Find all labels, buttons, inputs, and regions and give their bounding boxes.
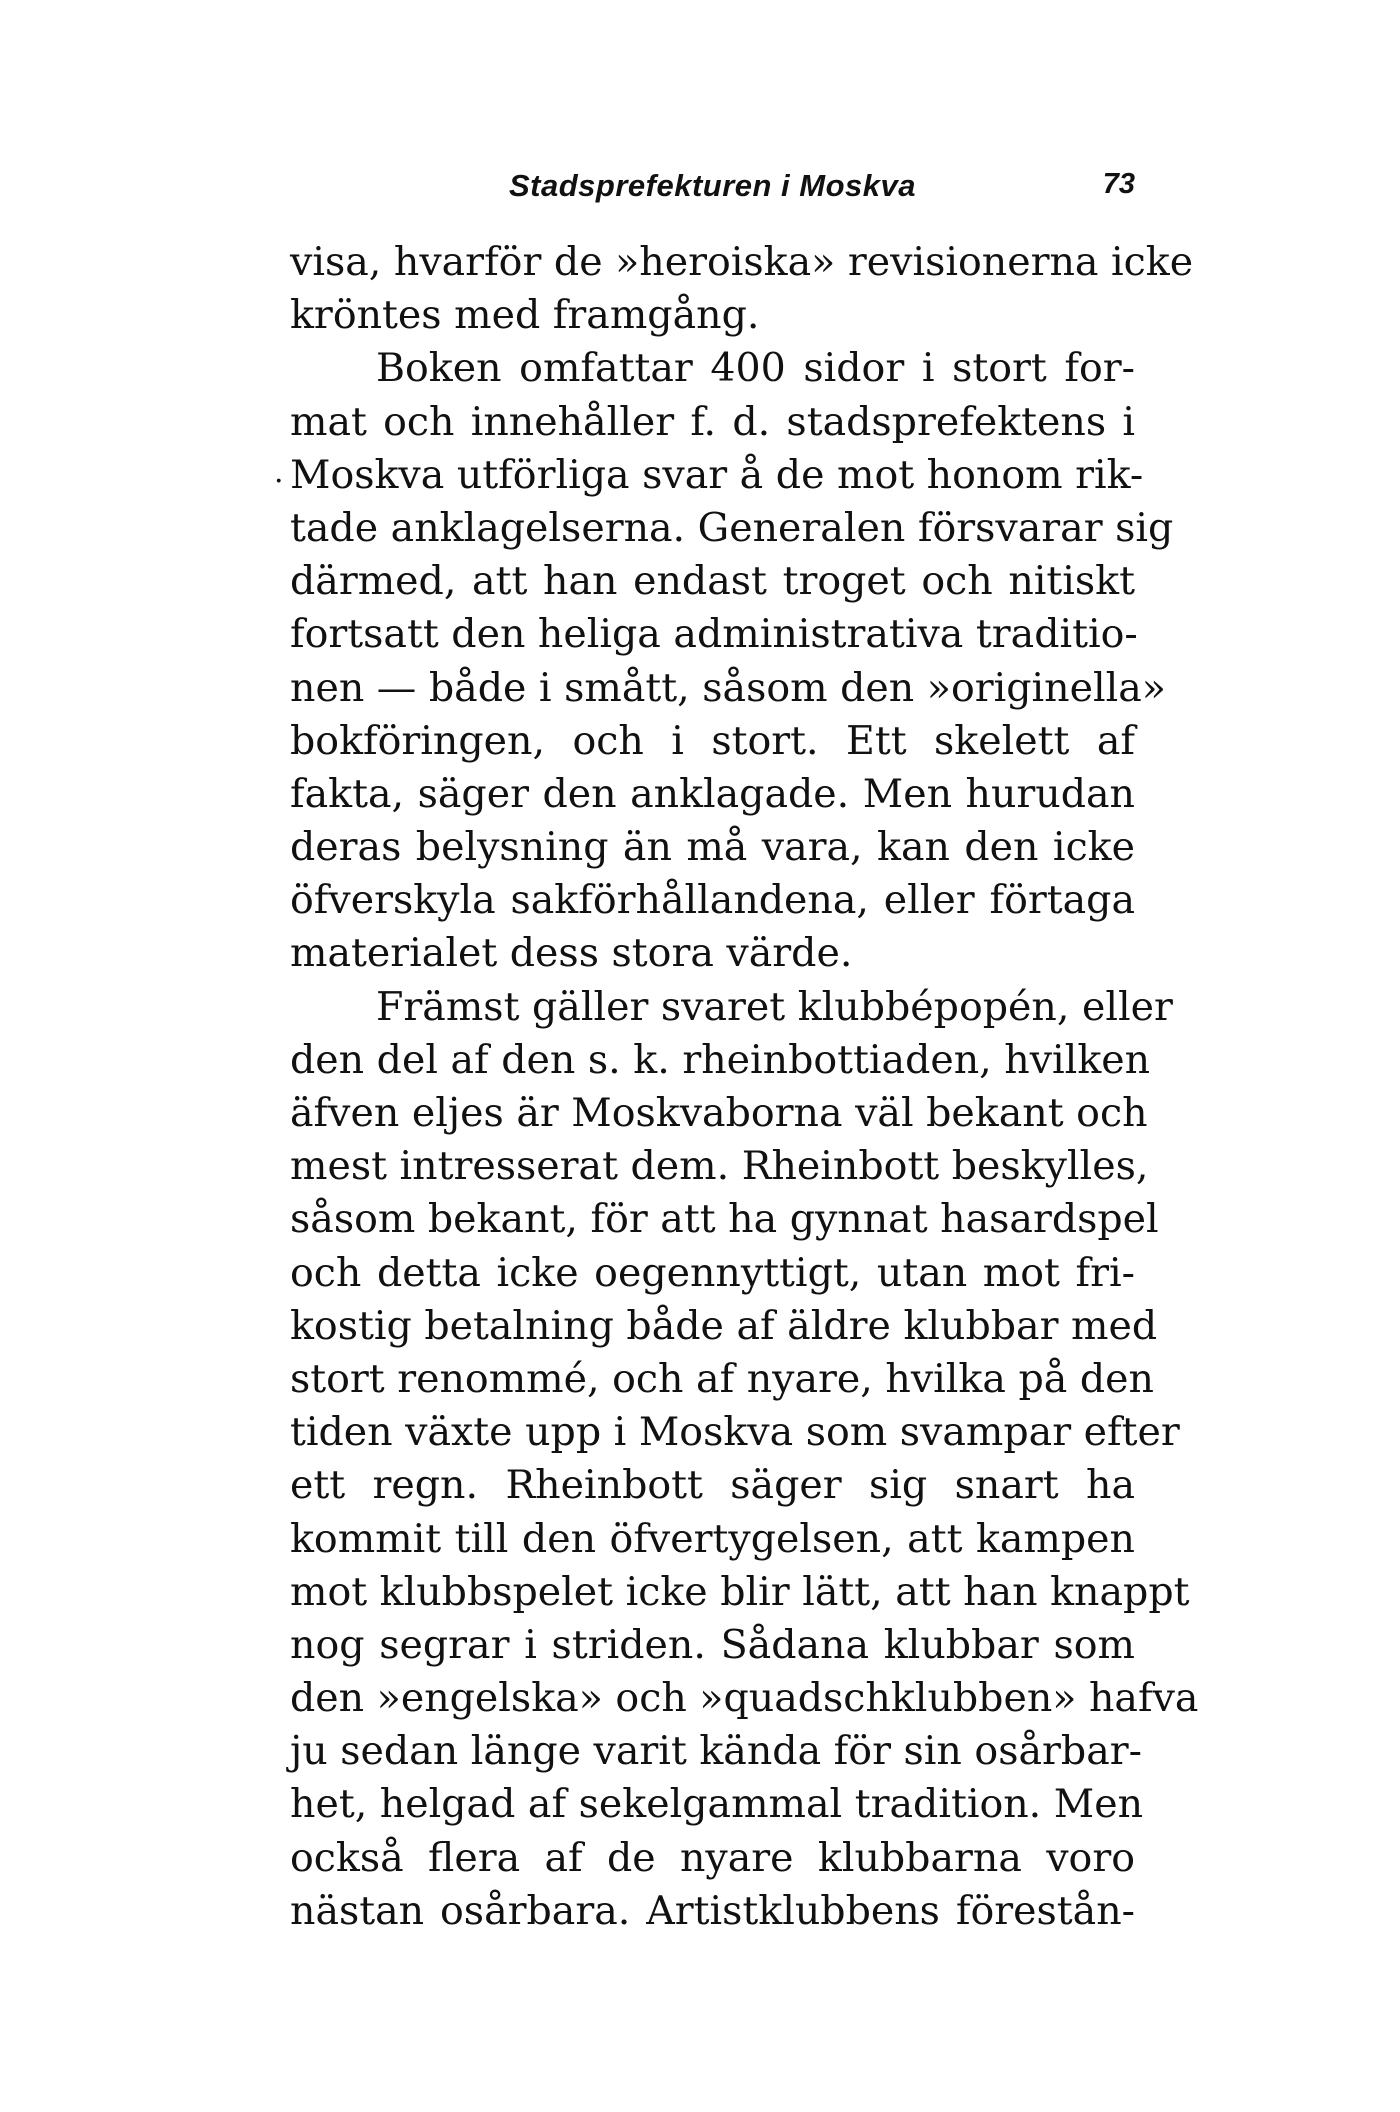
text-line: ju sedan länge varit kända för sin osårbar- [290, 1728, 1142, 1775]
margin-mark: · [274, 464, 284, 499]
text-line: nästan osårbara. Artistklubbens förestån- [290, 1887, 1135, 1934]
text-line: mot klubbspelet icke blir lätt, att han knappt [290, 1568, 1190, 1615]
text-line: den »engelska» och »quadschklubben» hafva [290, 1675, 1199, 1722]
text-line: nog segrar i striden. Sådana klubbar som [290, 1621, 1135, 1668]
text-line: tiden växte upp i Moskva som svampar efter [290, 1409, 1180, 1456]
text-line: deras belysning än må vara, kan den icke [290, 824, 1135, 871]
text-line: därmed, att han endast troget och nitiskt [290, 558, 1135, 605]
text-line: mat och innehåller f. d. stadsprefektens i [290, 398, 1135, 445]
text-line: Främst gäller svaret klubbépopén, eller [376, 983, 1173, 1030]
text-line: kostig betalning både af äldre klubbar med [290, 1302, 1158, 1349]
text-line: mest intresserat dem. Rheinbott beskylles, [290, 1143, 1149, 1190]
text-line: och detta icke oegennyttigt, utan mot fri- [290, 1249, 1135, 1296]
text-line: äfven eljes är Moskvaborna väl bekant och [290, 1090, 1148, 1136]
text-line: fortsatt den heliga administrativa traditio- [290, 611, 1138, 658]
text-line: öfverskyla sakförhållandena, eller förtaga [290, 877, 1135, 924]
text-line: ett regn. Rheinbott säger sig snart ha [290, 1462, 1135, 1509]
text-line: Boken omfattar 400 sidor i stort for- [376, 345, 1135, 392]
running-title: Stadsprefekturen i Moskva [508, 168, 917, 203]
text-line: bokföringen, och i stort. Ett skelett af [290, 717, 1135, 764]
text-line: kommit till den öfvertygelsen, att kampen [290, 1515, 1135, 1562]
text-line: Moskva utförliga svar å de mot honom rik- [290, 451, 1144, 498]
text-line: kröntes med framgång. [290, 292, 760, 339]
text-line: också flera af de nyare klubbarna voro [290, 1834, 1135, 1881]
text-line: tade anklagelserna. Generalen försvarar sig [290, 504, 1174, 551]
text-line: visa, hvarför de »heroiska» revisionerna icke [290, 239, 1194, 285]
text-line: het, helgad af sekelgammal tradition. Men [290, 1781, 1144, 1828]
body-text [290, 236, 1199, 1938]
page-number: 73 [1102, 168, 1135, 200]
text-line: nen — både i smått, såsom den »originella» [290, 664, 1166, 711]
text-line: fakta, säger den anklagade. Men hurudan [290, 770, 1135, 817]
text-line: stort renommé, och af nyare, hvilka på den [290, 1355, 1154, 1402]
text-line: materialet dess stora värde. [290, 930, 853, 977]
text-line: den del af den s. k. rheinbottiaden, hvilken [290, 1036, 1151, 1083]
text-line: såsom bekant, för att ha gynnat hasardspel [290, 1196, 1159, 1243]
running-head [290, 168, 1135, 218]
